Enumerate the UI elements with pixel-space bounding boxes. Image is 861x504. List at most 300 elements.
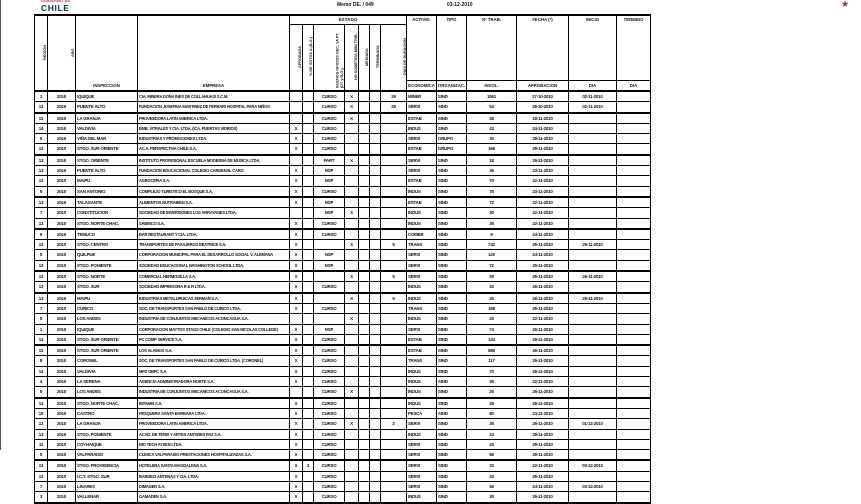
cell-estado-aprobada: X (290, 409, 303, 418)
cell-estado-buenos-oficios: CURSO (314, 367, 345, 376)
cell-estado-votos (303, 92, 314, 101)
cell-estado-votos (303, 272, 314, 281)
cell-estado-terminada (370, 144, 381, 153)
cell-ntrab: 25 (467, 440, 517, 449)
table-row (35, 124, 650, 134)
cell-estado-dias (381, 325, 407, 334)
logo-line1: GOBIERNO DE (41, 0, 71, 3)
cell-inspeccion: PUENTE ALTO (76, 166, 138, 175)
table-body (35, 92, 650, 503)
cell-actividad: INDUS (407, 124, 437, 133)
cell-fecha-aprobacion: 29-11-2010 (517, 134, 569, 143)
cell-tipo: SIND (437, 156, 467, 165)
header-estado-group (290, 16, 407, 90)
cell-estado-aprobada: X (290, 176, 303, 185)
cell-estado-aprobada: X (290, 367, 303, 376)
cell-region: 1 (35, 92, 48, 101)
cell-estado-mediada (359, 124, 370, 133)
cell-termino (617, 294, 650, 303)
cell-estado-terminada (370, 387, 381, 396)
cell-estado-aprobada (290, 314, 303, 323)
cell-fecha-aprobacion: 22-11-2010 (517, 219, 569, 228)
cell-termino (617, 219, 650, 228)
cell-estado-votos (303, 198, 314, 207)
cell-inspeccion: CONSTITUCION (76, 208, 138, 217)
cell-fecha-aprobacion: 26-11-2010 (517, 304, 569, 313)
table-row (35, 399, 650, 409)
cell-ano: 2010 (48, 92, 76, 101)
cell-estado-terminada (370, 482, 381, 491)
cell-estado-terminada (370, 208, 381, 217)
cell-region: 13 (35, 282, 48, 291)
cell-actividad: SERVI (407, 419, 437, 428)
cell-tipo: SIND (437, 346, 467, 355)
table-row (35, 187, 650, 198)
cell-inicio: 01-12-2010 (569, 419, 617, 428)
header-estado-subcol (345, 24, 359, 90)
table-row (35, 356, 650, 366)
cell-estado-votos (303, 102, 314, 111)
cell-estado-no-sometida (345, 304, 359, 313)
table-row (35, 335, 650, 346)
cell-estado-terminada (370, 450, 381, 459)
cell-empresa: PESQUERA SANTA BARBARA LTDA. (138, 409, 290, 418)
cell-tipo: SIND (437, 356, 467, 365)
table-row (35, 114, 650, 124)
cell-inspeccion: CASTRO (76, 409, 138, 418)
table-row (35, 377, 650, 387)
cell-actividad: ESTAB (407, 114, 437, 123)
header-estado-subcol-label: NO SOMETIDA MINI TRIB. (353, 33, 358, 81)
table-row (35, 250, 650, 260)
cell-estado-no-sometida (345, 166, 359, 175)
cell-estado-no-sometida: X (345, 156, 359, 165)
cell-tipo: SIND (437, 230, 467, 239)
cell-termino (617, 419, 650, 428)
cell-estado-no-sometida (345, 472, 359, 481)
cell-region: 5 (35, 250, 48, 259)
header-estado-subcol (381, 24, 407, 90)
cell-empresa: ALIMENTOS NUTRABIEN S.A. (138, 198, 290, 207)
header-termino (617, 16, 650, 90)
cell-inspeccion: VIÑA DEL MAR (76, 134, 138, 143)
cell-estado-buenos-oficios: CURSO (314, 387, 345, 396)
cell-fecha-aprobacion: 29-11-2010 (517, 440, 569, 449)
cell-estado-no-sometida (345, 492, 359, 501)
cell-estado-mediada (359, 114, 370, 123)
cell-estado-buenos-oficios: NSP (314, 198, 345, 207)
cell-inspeccion: STGO. SUR (76, 282, 138, 291)
cell-estado-dias: 5 (381, 294, 407, 303)
cell-region: 13 (35, 176, 48, 185)
cell-estado-votos (303, 250, 314, 259)
cell-estado-buenos-oficios: NSP (314, 261, 345, 270)
cell-estado-buenos-oficios: CURSO (314, 102, 345, 111)
cell-inicio: 02-11-2010 (569, 102, 617, 111)
cell-estado-buenos-oficios: CURSO (314, 92, 345, 101)
cell-estado-aprobada (290, 102, 303, 111)
cell-actividad: SERVI (407, 450, 437, 459)
cell-estado-terminada (370, 399, 381, 408)
cell-ano: 2010 (48, 461, 76, 470)
cell-estado-aprobada: X (290, 187, 303, 196)
cell-fecha-aprobacion: 18-11-2010 (517, 114, 569, 123)
cell-tipo: SIND (437, 377, 467, 386)
cell-estado-votos (303, 187, 314, 196)
cell-estado-votos (303, 144, 314, 153)
cell-region: 7 (35, 482, 48, 491)
memo-date: 03-12-2010 (447, 2, 473, 8)
cell-estado-aprobada: X (290, 430, 303, 439)
header-fecha-bottom: APROBACION (517, 80, 568, 90)
cell-region: 5 (35, 450, 48, 459)
cell-estado-mediada (359, 208, 370, 217)
table-row (35, 219, 650, 230)
cell-inicio (569, 114, 617, 123)
cell-termino (617, 114, 650, 123)
cell-region: 13 (35, 346, 48, 355)
table-row (35, 166, 650, 176)
cell-actividad: INDUS (407, 282, 437, 291)
cell-estado-no-sometida (345, 198, 359, 207)
cell-estado-terminada (370, 156, 381, 165)
cell-ntrab: 35 (467, 419, 517, 428)
cell-estado-mediada (359, 240, 370, 249)
cell-estado-terminada (370, 219, 381, 228)
cell-estado-dias (381, 440, 407, 449)
cell-estado-votos (303, 346, 314, 355)
cell-inspeccion: STGO. PROVIDENCIA (76, 461, 138, 470)
header-estado-subcol-label: APROBADA (297, 46, 302, 68)
cell-estado-mediada (359, 325, 370, 334)
cell-actividad: INDUS (407, 314, 437, 323)
cell-estado-mediada (359, 250, 370, 259)
cell-estado-aprobada (290, 156, 303, 165)
cell-estado-aprobada: X (290, 261, 303, 270)
cell-actividad: TRANS (407, 240, 437, 249)
cell-empresa: SOCIEDAD EDUCACIONAL WASHINGTON SCHOOL LTDA. (138, 261, 290, 270)
cell-estado-terminada (370, 461, 381, 470)
cell-ntrab: 70 (467, 367, 517, 376)
cell-termino (617, 450, 650, 459)
cell-estado-votos (303, 134, 314, 143)
cell-estado-buenos-oficios: CURSO (314, 409, 345, 418)
cell-region: 13 (35, 240, 48, 249)
cell-actividad: SERVI (407, 166, 437, 175)
header-inspeccion-label: INSPECCION (93, 83, 120, 88)
table-row (35, 325, 650, 335)
cell-ntrab: 25 (467, 387, 517, 396)
cell-inspeccion: STGO. CENTRO (76, 240, 138, 249)
cell-estado-aprobada: X (290, 230, 303, 239)
cell-tipo: SIND (437, 261, 467, 270)
cell-termino (617, 144, 650, 153)
cell-ano: 2010 (48, 377, 76, 386)
cell-estado-buenos-oficios: CURSO (314, 335, 345, 344)
cell-estado-dias (381, 282, 407, 291)
cell-estado-votos (303, 156, 314, 165)
cell-termino (617, 387, 650, 396)
cell-fecha-aprobacion: 26-11-2010 (517, 294, 569, 303)
cell-estado-mediada (359, 346, 370, 355)
cell-termino (617, 92, 650, 101)
cell-estado-mediada (359, 419, 370, 428)
cell-actividad: INDUS (407, 294, 437, 303)
cell-fecha-aprobacion: 22-11-2010 (517, 461, 569, 470)
cell-ntrab: 32 (467, 282, 517, 291)
cell-estado-votos (303, 419, 314, 428)
cell-estado-no-sometida (345, 124, 359, 133)
table-row (35, 304, 650, 314)
cell-estado-dias (381, 261, 407, 270)
cell-estado-aprobada (290, 92, 303, 101)
cell-estado-aprobada: X (290, 144, 303, 153)
cell-ntrab: 43 (467, 124, 517, 133)
cell-ntrab: 46 (467, 482, 517, 491)
cell-inspeccion: LA GRANJA (76, 114, 138, 123)
cell-estado-terminada (370, 440, 381, 449)
cell-inspeccion: LA SERENA (76, 377, 138, 386)
cell-termino (617, 198, 650, 207)
cell-region: 13 (35, 219, 48, 228)
cell-ntrab: 166 (467, 144, 517, 153)
header-estado-subcol (290, 24, 303, 90)
cell-tipo: SIND (437, 272, 467, 281)
cell-inicio (569, 399, 617, 408)
cell-ano: 2010 (48, 450, 76, 459)
cell-estado-no-sometida: X (345, 272, 359, 281)
cell-estado-aprobada: X (290, 166, 303, 175)
cell-inspeccion: VALLENAR (76, 492, 138, 501)
cell-inicio (569, 377, 617, 386)
header-estado-subcol (359, 24, 370, 90)
table-row (35, 419, 650, 429)
cell-estado-votos (303, 240, 314, 249)
table-row (35, 92, 650, 102)
cell-estado-no-sometida (345, 230, 359, 239)
cell-estado-mediada (359, 440, 370, 449)
cell-fecha-aprobacion: 22-11-2010 (517, 377, 569, 386)
cell-estado-aprobada: X (290, 282, 303, 291)
cell-estado-mediada (359, 492, 370, 501)
cell-region: 11 (35, 440, 48, 449)
cell-estado-terminada (370, 294, 381, 303)
cell-actividad: MINER (407, 92, 437, 101)
cell-estado-no-sometida: X (345, 208, 359, 217)
cell-inicio (569, 166, 617, 175)
cell-estado-no-sometida (345, 367, 359, 376)
cell-region: 7 (35, 208, 48, 217)
cell-inspeccion: VALDIVIA (76, 124, 138, 133)
table-row (35, 461, 650, 471)
cell-estado-dias (381, 492, 407, 501)
cell-estado-mediada (359, 356, 370, 365)
cell-estado-mediada (359, 102, 370, 111)
cell-tipo: SIND (437, 440, 467, 449)
cell-estado-aprobada: X (290, 219, 303, 228)
cell-estado-no-sometida (345, 461, 359, 470)
cell-region: 8 (35, 356, 48, 365)
cell-termino (617, 102, 650, 111)
cell-ano: 2010 (48, 156, 76, 165)
cell-inicio: 29-11-2010 (569, 240, 617, 249)
cell-estado-no-sometida (345, 335, 359, 344)
cell-estado-votos (303, 356, 314, 365)
cell-actividad: SERVI (407, 261, 437, 270)
cell-estado-dias (381, 134, 407, 143)
cell-region: 13 (35, 272, 48, 281)
table-row (35, 156, 650, 166)
cell-termino (617, 240, 650, 249)
cell-ntrab: 117 (467, 356, 517, 365)
cell-ntrab: 9 (467, 230, 517, 239)
table-row (35, 102, 650, 113)
header-estado-subcol (370, 24, 381, 90)
header-tipo-bottom: ORGANIZAC. (437, 80, 466, 90)
cell-region: 13 (35, 261, 48, 270)
cell-tipo: SIND (437, 92, 467, 101)
cell-estado-mediada (359, 282, 370, 291)
cell-fecha-aprobacion: 22-11-2010 (517, 176, 569, 185)
cell-termino (617, 176, 650, 185)
cell-ntrab: 74 (467, 325, 517, 334)
cell-estado-buenos-oficios: CURSO (314, 399, 345, 408)
cell-estado-terminada (370, 492, 381, 501)
table-row (35, 272, 650, 282)
cell-inspeccion: COYHAIQUE (76, 440, 138, 449)
cell-empresa: PROVEEDORA LATIN AMERICA LTDA. (138, 114, 290, 123)
cell-fecha-aprobacion: 24-11-2010 (517, 124, 569, 133)
cell-termino (617, 156, 650, 165)
cell-estado-aprobada: X (290, 198, 303, 207)
cell-empresa: AGENCIA ADMINISTRADORA NORTE S.A. (138, 377, 290, 386)
cell-empresa: CLINICA VALPARAISO PRESTACIONES HOSPITALIZADAS S.A. (138, 450, 290, 459)
cell-empresa: BITAMIS S.A. (138, 399, 290, 408)
cell-inspeccion: TALAGANTE (76, 198, 138, 207)
cell-estado-dias (381, 144, 407, 153)
cell-inspeccion: PUENTE ALTO (76, 102, 138, 111)
cell-estado-aprobada: X (290, 250, 303, 259)
cell-estado-aprobada: X (290, 134, 303, 143)
cell-estado-buenos-oficios: CURSO (314, 450, 345, 459)
cell-tipo: SIND (437, 430, 467, 439)
cell-estado-terminada (370, 272, 381, 281)
cell-termino (617, 166, 650, 175)
cell-estado-votos (303, 409, 314, 418)
cell-estado-buenos-oficios: CURSO (314, 124, 345, 133)
header-estado-subcol-label: BUENOS OFICIOS DEC. 1A PT. (DT y B.O.) (335, 32, 344, 88)
table-row (35, 440, 650, 450)
cell-estado-terminada (370, 250, 381, 259)
cell-inspeccion: VALDIVIA (76, 367, 138, 376)
cell-estado-mediada (359, 230, 370, 239)
cell-region: 13 (35, 114, 48, 123)
cell-fecha-aprobacion: 22-11-2010 (517, 314, 569, 323)
cell-inspeccion: STGO. PONIENTE (76, 430, 138, 439)
cell-termino (617, 261, 650, 270)
table-row (35, 294, 650, 304)
table-row (35, 261, 650, 272)
cell-estado-votos (303, 304, 314, 313)
cell-estado-votos (303, 482, 314, 491)
cell-estado-no-sometida (345, 356, 359, 365)
cell-tipo: SIND (437, 114, 467, 123)
cell-estado-aprobada: X (290, 294, 303, 303)
cell-inicio: 03-12-2010 (569, 461, 617, 470)
cell-termino (617, 272, 650, 281)
cell-ntrab: 25 (467, 314, 517, 323)
cell-inspeccion: STGO. NORTE (76, 272, 138, 281)
cell-ano: 2010 (48, 304, 76, 313)
cell-estado-terminada (370, 92, 381, 101)
cell-estado-no-sometida (345, 219, 359, 228)
cell-estado-votos (303, 219, 314, 228)
cell-fecha-aprobacion: 29-11-2010 (517, 430, 569, 439)
cell-actividad: SERVI (407, 250, 437, 259)
cell-estado-buenos-oficios: CURSO (314, 134, 345, 143)
cell-estado-buenos-oficios: NSP (314, 166, 345, 175)
cell-actividad: INDUS (407, 387, 437, 396)
header-ano-label: AÑO (70, 48, 75, 58)
cell-region: 10 (35, 409, 48, 418)
cell-inspeccion: STGO. ORIENTE (76, 156, 138, 165)
cell-estado-mediada (359, 461, 370, 470)
cell-ntrab: 168 (467, 304, 517, 313)
cell-region: 13 (35, 419, 48, 428)
cell-inspeccion: LOS ANDES (76, 314, 138, 323)
cell-inicio: 26-11-2010 (569, 272, 617, 281)
cell-actividad: SERVI (407, 134, 437, 143)
cell-ano: 2010 (48, 261, 76, 270)
cell-actividad: INDUS (407, 492, 437, 501)
cell-tipo: SIND (437, 450, 467, 459)
cell-estado-no-sometida: X (345, 240, 359, 249)
cell-estado-votos (303, 450, 314, 459)
cell-estado-no-sometida: X (345, 419, 359, 428)
cell-inspeccion: MAIPU (76, 294, 138, 303)
cell-region: 1 (35, 325, 48, 334)
cell-ntrab: 80 (467, 409, 517, 418)
cell-estado-buenos-oficios (314, 294, 345, 303)
cell-estado-terminada (370, 166, 381, 175)
cell-ntrab: 1551 (467, 92, 517, 101)
cell-estado-no-sometida: X (345, 102, 359, 111)
cell-ano: 2010 (48, 430, 76, 439)
cell-ano: 2010 (48, 124, 76, 133)
cell-ntrab: 30 (467, 134, 517, 143)
cell-estado-no-sometida (345, 187, 359, 196)
cell-tipo: SIND (437, 472, 467, 481)
cell-estado-mediada (359, 304, 370, 313)
cell-estado-terminada (370, 430, 381, 439)
cell-empresa: TRANSPORTES DE PASAJEROS BEATRICE S.A. (138, 240, 290, 249)
cell-empresa: COMERCIAL HERMOSILLA S.A. (138, 272, 290, 281)
cell-estado-no-sometida (345, 440, 359, 449)
cell-inicio (569, 367, 617, 376)
cell-estado-buenos-oficios: CURSO (314, 219, 345, 228)
cell-empresa: HOTELERA SANTA MAGDALENA S.A. (138, 461, 290, 470)
cell-estado-dias (381, 387, 407, 396)
cell-estado-no-sometida (345, 325, 359, 334)
cell-inicio: 03-12-2010 (569, 482, 617, 491)
cell-estado-buenos-oficios: CURSO (314, 187, 345, 196)
cell-estado-votos (303, 208, 314, 217)
cell-estado-terminada (370, 304, 381, 313)
cell-ntrab: 35 (467, 219, 517, 228)
cell-fecha-aprobacion: 29-11-2010 (517, 450, 569, 459)
cell-ntrab: 30 (467, 208, 517, 217)
cell-fecha-aprobacion: 29-11-2010 (517, 356, 569, 365)
